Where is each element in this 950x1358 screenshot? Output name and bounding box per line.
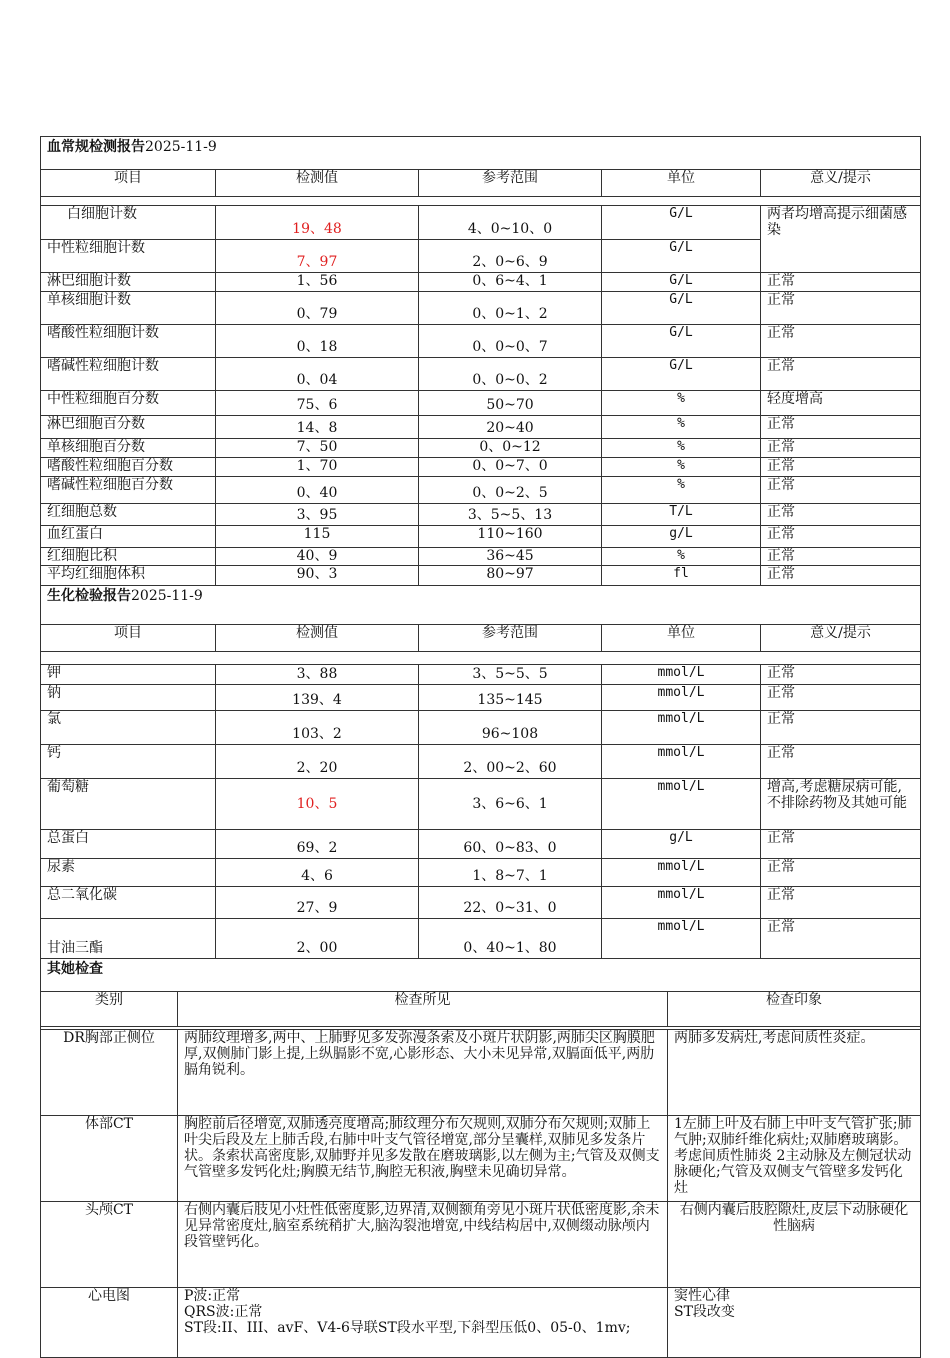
item-name: 单核细胞计数 — [41, 292, 216, 325]
bio-title: 生化检验报告 — [47, 588, 131, 604]
exam-finding: 两肺纹理增多,两中、上肺野见多发弥漫条索及小斑片状阴影,两肺尖区胸膜肥厚,双侧肺门影上提,上纵膈影不宽,心影形态、大小未见异常,双膈面低平,两肋膈角锐利。 — [178, 1030, 668, 1116]
blood-row — [41, 458, 921, 477]
item-name: 血红蛋白 — [41, 526, 216, 548]
col-header-impression: 检查印象 — [668, 992, 921, 1027]
item-range: 0、40~1、80 — [419, 919, 602, 959]
item-value: 10、5 — [216, 779, 419, 830]
bio-row — [41, 859, 921, 887]
item-value: 19、48 — [216, 206, 419, 240]
item-unit: G/L — [602, 358, 761, 391]
item-range: 20~40 — [419, 416, 602, 439]
item-note: 两者均增高提示细菌感染 — [761, 206, 921, 273]
item-value: 0、40 — [216, 477, 419, 504]
exam-category: 体部CT — [41, 1116, 178, 1202]
item-note: 正常 — [761, 548, 921, 566]
bio-date: 2025-11-9 — [131, 588, 203, 604]
item-note: 正常 — [761, 458, 921, 477]
item-value: 115 — [216, 526, 419, 548]
item-range: 2、0~6、9 — [419, 240, 602, 273]
exam-finding: P波:正常 QRS波:正常 ST段:II、III、avF、V4-6导联ST段水平型,下斜型压低0、05-0、1mv; — [178, 1288, 668, 1358]
item-note: 正常 — [761, 919, 921, 959]
exam-category: 头颅CT — [41, 1202, 178, 1288]
item-value: 7、50 — [216, 439, 419, 458]
item-name: 淋巴细胞计数 — [41, 273, 216, 292]
item-value: 75、6 — [216, 391, 419, 416]
item-value: 7、97 — [216, 240, 419, 273]
item-name: 钠 — [41, 685, 216, 711]
item-note: 正常 — [761, 685, 921, 711]
item-name: 嗜酸性粒细胞百分数 — [41, 458, 216, 477]
col-header-range: 参考范围 — [419, 625, 602, 652]
item-unit: % — [602, 548, 761, 566]
blood-section-title — [41, 137, 921, 170]
item-value: 40、9 — [216, 548, 419, 566]
item-value: 4、6 — [216, 859, 419, 887]
item-range: 2、00~2、60 — [419, 745, 602, 779]
blood-row — [41, 391, 921, 416]
exam-finding: 胸腔前后径增宽,双肺透亮度增高;肺纹理分布欠规则,双肺分布欠规则;双肺上叶尖后段及左上肺舌段,右肺中叶支气管径增宽,部分呈囊样,双肺见多发条片状。条索状高密度影,双肺野并见多发散在磨玻璃影,以左侧为主;气管及双侧支气管壁多发钙化灶;胸膜无结节,胸腔无积液,胸壁未见确切异常。 — [178, 1116, 668, 1202]
item-note: 正常 — [761, 566, 921, 586]
item-name: 淋巴细胞百分数 — [41, 416, 216, 439]
item-note: 正常 — [761, 416, 921, 439]
item-value: 2、20 — [216, 745, 419, 779]
item-name: 嗜碱性粒细胞百分数 — [41, 477, 216, 504]
item-name: 氯 — [41, 711, 216, 745]
item-name: 中性粒细胞百分数 — [41, 391, 216, 416]
other-header-row — [41, 992, 921, 1027]
exam-impression: 两肺多发病灶,考虑间质性炎症。 — [668, 1030, 921, 1116]
blood-row — [41, 325, 921, 358]
item-name: 单核细胞百分数 — [41, 439, 216, 458]
exam-impression: 1左肺上叶及右肺上中叶支气管扩张;肺气肿;双肺纤维化病灶;双肺磨玻璃影。考虑间质性肺炎 2主动脉及左侧冠状动脉硬化;气管及双侧支气管壁多发钙化灶 — [668, 1116, 921, 1202]
report-table — [40, 136, 921, 959]
bio-row — [41, 665, 921, 685]
exam-row-ct — [41, 1116, 921, 1202]
item-range: 4、0~10、0 — [419, 206, 602, 240]
item-note: 增高,考虑糖尿病可能,不排除药物及其她可能 — [761, 779, 921, 830]
item-unit: G/L — [602, 292, 761, 325]
item-unit: mmol/L — [602, 887, 761, 919]
item-range: 96~108 — [419, 711, 602, 745]
blood-row — [41, 566, 921, 586]
item-range: 3、6~6、1 — [419, 779, 602, 830]
item-name: 钙 — [41, 745, 216, 779]
item-note: 正常 — [761, 504, 921, 526]
item-name: 尿素 — [41, 859, 216, 887]
item-unit: G/L — [602, 206, 761, 240]
item-note: 正常 — [761, 830, 921, 859]
exam-category: DR胸部正侧位 — [41, 1030, 178, 1116]
item-unit: mmol/L — [602, 919, 761, 959]
item-name: 嗜碱性粒细胞计数 — [41, 358, 216, 391]
item-range: 0、0~0、2 — [419, 358, 602, 391]
item-range: 22、0~31、0 — [419, 887, 602, 919]
item-name: 红细胞比积 — [41, 548, 216, 566]
item-name: 平均红细胞体积 — [41, 566, 216, 586]
col-header-value: 检测值 — [216, 625, 419, 652]
report — [40, 136, 920, 1358]
item-range: 36~45 — [419, 548, 602, 566]
blood-row — [41, 526, 921, 548]
item-value: 2、00 — [216, 919, 419, 959]
col-header-item: 项目 — [41, 170, 216, 197]
item-note: 正常 — [761, 887, 921, 919]
item-name: 红细胞总数 — [41, 504, 216, 526]
bio-section-title — [41, 586, 921, 625]
col-header-note: 意义/提示 — [761, 170, 921, 197]
item-range: 0、0~12 — [419, 439, 602, 458]
item-unit: fl — [602, 566, 761, 586]
item-value: 3、88 — [216, 665, 419, 685]
item-unit: G/L — [602, 325, 761, 358]
item-value: 1、70 — [216, 458, 419, 477]
blood-row — [41, 439, 921, 458]
blood-header-row — [41, 170, 921, 197]
blood-row — [41, 504, 921, 526]
item-range: 80~97 — [419, 566, 602, 586]
item-value: 0、04 — [216, 358, 419, 391]
item-unit: % — [602, 391, 761, 416]
item-note: 正常 — [761, 292, 921, 325]
item-name: 甘油三酯 — [41, 919, 216, 959]
blood-row-wbc — [41, 206, 921, 240]
other-title: 其她检查 — [47, 961, 103, 977]
item-unit: g/L — [602, 526, 761, 548]
item-unit: mmol/L — [602, 779, 761, 830]
col-header-unit: 单位 — [602, 625, 761, 652]
item-unit: g/L — [602, 830, 761, 859]
item-value: 69、2 — [216, 830, 419, 859]
item-note: 正常 — [761, 477, 921, 504]
bio-row — [41, 830, 921, 859]
item-name: 白细胞计数 — [41, 206, 216, 240]
item-range: 0、0~1、2 — [419, 292, 602, 325]
col-header-category: 类别 — [41, 992, 178, 1027]
item-range: 135~145 — [419, 685, 602, 711]
item-unit: mmol/L — [602, 859, 761, 887]
col-header-unit: 单位 — [602, 170, 761, 197]
item-name: 总蛋白 — [41, 830, 216, 859]
item-note: 正常 — [761, 745, 921, 779]
item-range: 0、0~2、5 — [419, 477, 602, 504]
item-value: 0、79 — [216, 292, 419, 325]
item-value: 14、8 — [216, 416, 419, 439]
item-range: 60、0~83、0 — [419, 830, 602, 859]
item-range: 110~160 — [419, 526, 602, 548]
item-value: 90、3 — [216, 566, 419, 586]
item-note: 正常 — [761, 439, 921, 458]
exam-finding: 右侧内囊后肢见小灶性低密度影,边界清,双侧额角旁见小斑片状低密度影,余未见异常密度灶,脑室系统稍扩大,脑沟裂池增宽,中线结构居中,双侧缀动脉颅内段管壁钙化。 — [178, 1202, 668, 1288]
item-unit: mmol/L — [602, 665, 761, 685]
item-range: 3、5~5、13 — [419, 504, 602, 526]
item-unit: mmol/L — [602, 711, 761, 745]
item-note: 正常 — [761, 859, 921, 887]
item-value: 103、2 — [216, 711, 419, 745]
bio-row — [41, 711, 921, 745]
item-unit: T/L — [602, 504, 761, 526]
item-range: 3、5~5、5 — [419, 665, 602, 685]
bio-row — [41, 745, 921, 779]
col-header-item: 项目 — [41, 625, 216, 652]
item-range: 0、6~4、1 — [419, 273, 602, 292]
item-unit: mmol/L — [602, 685, 761, 711]
item-note: 正常 — [761, 273, 921, 292]
item-name: 总二氧化碳 — [41, 887, 216, 919]
col-header-value: 检测值 — [216, 170, 419, 197]
item-unit: % — [602, 458, 761, 477]
other-table — [40, 959, 921, 1358]
item-note: 正常 — [761, 526, 921, 548]
item-name: 钾 — [41, 665, 216, 685]
item-name: 嗜酸性粒细胞计数 — [41, 325, 216, 358]
item-range: 50~70 — [419, 391, 602, 416]
item-unit: % — [602, 477, 761, 504]
col-header-range: 参考范围 — [419, 170, 602, 197]
item-value: 1、56 — [216, 273, 419, 292]
exam-impression: 右侧内囊后肢腔隙灶,皮层下动脉硬化性脑病 — [668, 1202, 921, 1288]
item-range: 1、8~7、1 — [419, 859, 602, 887]
item-name: 中性粒细胞计数 — [41, 240, 216, 273]
exam-row-head-ct — [41, 1202, 921, 1288]
blood-row — [41, 416, 921, 439]
item-range: 0、0~0、7 — [419, 325, 602, 358]
item-value: 27、9 — [216, 887, 419, 919]
item-note: 正常 — [761, 665, 921, 685]
item-name: 葡萄糖 — [41, 779, 216, 830]
bio-row — [41, 685, 921, 711]
item-unit: G/L — [602, 273, 761, 292]
blood-row — [41, 548, 921, 566]
blood-row — [41, 292, 921, 325]
item-note: 正常 — [761, 325, 921, 358]
blood-title: 血常规检测报告 — [47, 139, 145, 155]
item-value: 0、18 — [216, 325, 419, 358]
item-note: 正常 — [761, 711, 921, 745]
bio-row — [41, 887, 921, 919]
exam-row-ecg — [41, 1288, 921, 1358]
bio-row — [41, 919, 921, 959]
item-range: 0、0~7、0 — [419, 458, 602, 477]
item-unit: G/L — [602, 240, 761, 273]
blood-date: 2025-11-9 — [145, 139, 217, 155]
item-note: 正常 — [761, 358, 921, 391]
item-unit: % — [602, 416, 761, 439]
item-note: 轻度增高 — [761, 391, 921, 416]
exam-impression: 窦性心律 ST段改变 — [668, 1288, 921, 1358]
blood-row — [41, 477, 921, 504]
blood-row — [41, 273, 921, 292]
exam-row-dr — [41, 1030, 921, 1116]
col-header-finding: 检查所见 — [178, 992, 668, 1027]
blood-row — [41, 358, 921, 391]
exam-category: 心电图 — [41, 1288, 178, 1358]
other-section-title — [41, 959, 921, 992]
col-header-note: 意义/提示 — [761, 625, 921, 652]
item-unit: mmol/L — [602, 745, 761, 779]
item-value: 3、95 — [216, 504, 419, 526]
bio-header-row — [41, 625, 921, 652]
item-unit: % — [602, 439, 761, 458]
item-value: 139、4 — [216, 685, 419, 711]
bio-row-glucose — [41, 779, 921, 830]
